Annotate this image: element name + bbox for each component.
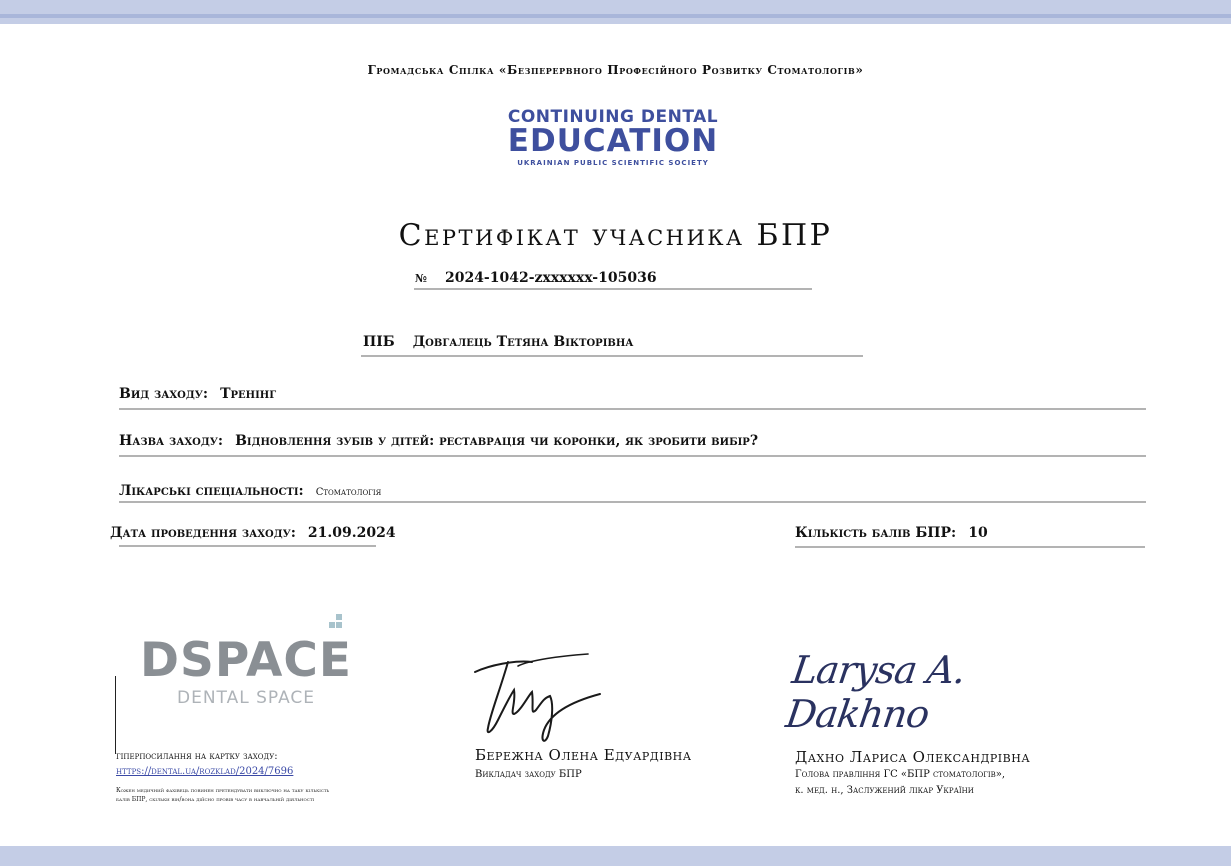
dspace-wordmark: DSPACE (140, 633, 352, 688)
logo-square (336, 622, 342, 628)
event-name-label: Назва заходу: (119, 433, 224, 449)
participant-underline (361, 355, 863, 357)
top-band (0, 0, 1231, 24)
number-value: 2024-1042-zxxxxxx-105036 (444, 270, 657, 286)
event-name-value: Відновлення зубів у дітей: реставрація чи коронки, як зробити вибір? (235, 433, 759, 449)
event-date-field (110, 525, 396, 541)
signature-dakhno: Larysa A. Dakhno (783, 648, 968, 736)
certificate-number (415, 270, 657, 286)
logo-line-2: EDUCATION (507, 123, 719, 159)
bottom-band (0, 846, 1231, 866)
points-field (795, 525, 988, 541)
hyperlink-label: гіперпосилання на картку заходу: (116, 751, 278, 762)
event-card-link[interactable]: https://dental.ua/rozklad/2024/7696 (116, 766, 294, 777)
signer-2-role-line-2: к. мед. н., Заслужений лікар України (795, 785, 974, 796)
number-underline (414, 288, 812, 290)
dental-space-logo (138, 614, 352, 714)
signer-1-role: Викладач заходу БПР (475, 769, 582, 780)
points-underline (795, 546, 1145, 548)
event-type-underline (119, 408, 1146, 410)
participant-label: ПІБ (363, 334, 395, 350)
cde-logo (505, 109, 721, 170)
event-name-field (119, 433, 758, 449)
points-label: Кількість балів БПР: (795, 525, 957, 541)
points-value: 10 (968, 525, 988, 541)
specialties-underline (119, 501, 1146, 503)
logo-line-1: CONTINUING DENTAL (507, 107, 719, 127)
event-type-field (119, 386, 276, 402)
top-band-stripe (0, 14, 1231, 18)
event-type-value: Тренінг (220, 386, 277, 402)
signer-2-role-line-1: Голова правління ГС «БПР стоматологів», (795, 769, 1006, 780)
logo-square (329, 622, 335, 628)
signer-1-name: Бережна Олена Едуардівна (475, 746, 692, 764)
specialties-field (119, 483, 381, 499)
participant-field (363, 334, 633, 350)
specialties-value: Стоматологія (315, 487, 382, 498)
disclaimer-text: Кожен медичний фахівець повинен претендувати виключно на таку кількість балів БПР, скільки він/вона дійсно провів часу в навчальній діяльності (116, 787, 330, 803)
organization-name: Громадська Спілка «Безперервного Професійного Розвитку Стоматологів» (367, 63, 864, 77)
signer-2-name: Дахно Лариса Олександрівна (795, 748, 1031, 766)
text-cursor-line (115, 676, 116, 754)
participant-name: Довгалець Тетяна Вікторівна (412, 334, 634, 350)
event-date-value: 21.09.2024 (307, 525, 396, 541)
certificate-title: Сертифікат учасника БПР (398, 218, 833, 253)
event-date-underline (119, 545, 376, 547)
dspace-subtitle: DENTAL SPACE (177, 688, 316, 708)
logo-line-3: UKRAINIAN PUBLIC SCIENTIFIC SOCIETY (517, 159, 709, 167)
signature-berezhna (470, 650, 610, 745)
event-type-label: Вид заходу: (119, 386, 209, 402)
specialties-label: Лікарські спеціальності: (119, 483, 304, 499)
event-name-underline (119, 455, 1146, 457)
event-date-label: Дата проведення заходу: (110, 525, 296, 541)
logo-square (336, 614, 342, 620)
number-label: № (415, 272, 427, 285)
